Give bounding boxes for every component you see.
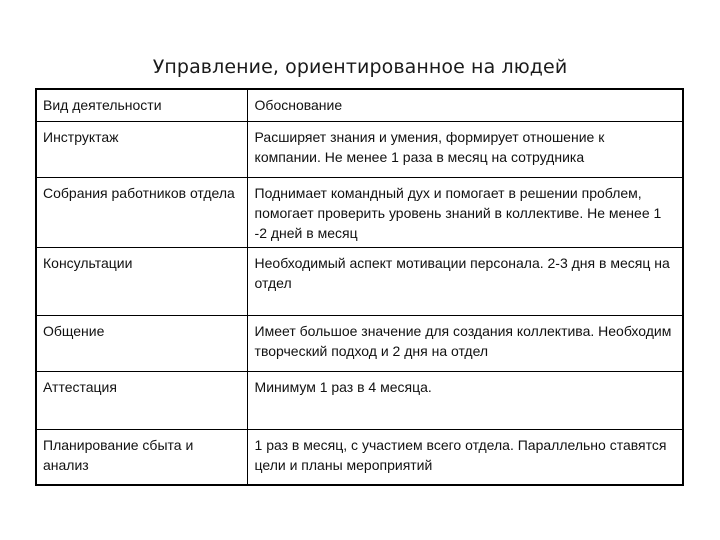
table-row (36, 247, 683, 315)
table-row (36, 121, 683, 177)
table-header-row (36, 89, 683, 121)
activity-cell: Общение (36, 315, 247, 371)
table-row (36, 429, 683, 485)
justification-cell: Поднимает командный дух и помогает в решении проблем, помогает проверить уровень знаний в коллективе. Не менее 1 -2 дней в месяц (247, 177, 683, 247)
activity-cell: Инструктаж (36, 121, 247, 177)
activity-cell: Консультации (36, 247, 247, 315)
justification-cell: Имеет большое значение для создания коллектива. Необходим творческий подход и 2 дня на отдел (247, 315, 683, 371)
activities-table (35, 88, 684, 486)
table-row (36, 315, 683, 371)
justification-cell: Необходимый аспект мотивации персонала. 2-3 дня в месяц на отдел (247, 247, 683, 315)
justification-cell: Минимум 1 раз в 4 месяца. (247, 371, 683, 429)
activity-cell: Планирование сбыта и анализ (36, 429, 247, 485)
justification-cell: 1 раз в месяц, с участием всего отдела. Параллельно ставятся цели и планы мероприятий (247, 429, 683, 485)
activity-cell: Аттестация (36, 371, 247, 429)
header-activity: Вид деятельности (36, 89, 247, 121)
table-row (36, 177, 683, 247)
header-justification: Обоснование (247, 89, 683, 121)
justification-cell: Расширяет знания и умения, формирует отношение к компании. Не менее 1 раза в месяц на сотрудника (247, 121, 683, 177)
activity-cell: Собрания работников отдела (36, 177, 247, 247)
slide-title: Управление, ориентированное на людей (152, 56, 568, 78)
table-row (36, 371, 683, 429)
